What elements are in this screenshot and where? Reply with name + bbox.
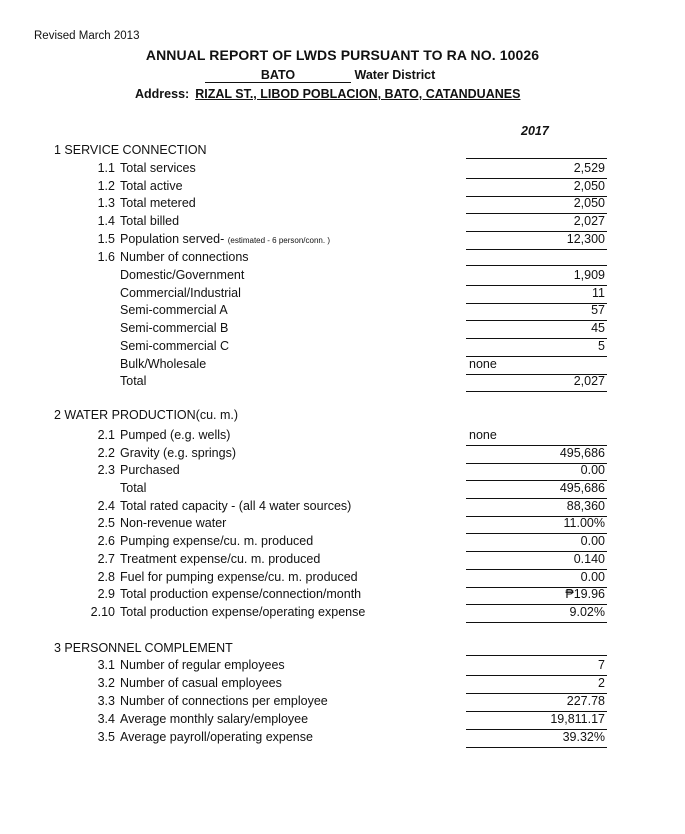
table-row: [0, 286, 685, 304]
row-label: Treatment expense/cu. m. produced: [120, 552, 321, 566]
row-value-cell: [466, 605, 607, 623]
table-row: [0, 339, 685, 357]
row-value-cell: [466, 552, 607, 570]
row-label: [120, 232, 330, 246]
row-value-cell: [466, 321, 607, 339]
address-line: [135, 87, 520, 101]
row-value: 0.00: [580, 570, 605, 584]
row-label: Total: [120, 374, 147, 388]
row-number: 1.5: [97, 232, 115, 246]
row-value: 495,686: [559, 446, 605, 460]
row-label: Pumped (e.g. wells): [120, 428, 231, 442]
row-label: Fuel for pumping expense/cu. m. produced: [120, 570, 358, 584]
row-value-cell: [466, 161, 607, 179]
table-row: [0, 730, 685, 748]
row-value: 9.02%: [569, 605, 605, 619]
row-value: 57: [591, 303, 605, 317]
row-value: 45: [591, 321, 605, 335]
row-number: 2.5: [97, 516, 115, 530]
row-label: Total active: [120, 179, 183, 193]
address-label: Address:: [135, 87, 190, 101]
row-value-cell: [466, 570, 607, 588]
row-value-cell: [466, 658, 607, 676]
row-number: 2.9: [97, 587, 115, 601]
table-row: [0, 570, 685, 588]
table-row: [0, 694, 685, 712]
section-title-personnel-complement: 3 PERSONNEL COMPLEMENT: [54, 641, 233, 655]
row-value: 2,027: [573, 374, 605, 388]
year-column-header: 2017: [521, 124, 549, 138]
report-title: ANNUAL REPORT OF LWDS PURSUANT TO RA NO. 10026: [145, 47, 540, 63]
row-label: Total production expense/operating expense: [120, 605, 366, 619]
row-label: Number of regular employees: [120, 658, 285, 672]
table-row: [0, 179, 685, 197]
row-number: 2.1: [97, 428, 115, 442]
row-value: 495,686: [559, 481, 605, 495]
row-number: 3.4: [97, 712, 115, 726]
row-value: 11: [592, 286, 605, 300]
row-number: 2.8: [97, 570, 115, 584]
row-number: 1.3: [97, 196, 115, 210]
row-value: none: [469, 357, 497, 371]
table-row: [0, 374, 685, 392]
row-value-cell: [466, 446, 607, 464]
row-label: Pumping expense/cu. m. produced: [120, 534, 314, 548]
row-number: 3.5: [97, 730, 115, 744]
row-number: 1.4: [97, 214, 115, 228]
table-row: [0, 534, 685, 552]
row-number: 2.2: [97, 446, 115, 460]
table-row: [0, 161, 685, 179]
row-number: 1.2: [97, 179, 115, 193]
row-value-cell: [466, 587, 607, 605]
row-value: ₱19.96: [565, 587, 605, 601]
row-value-cell: [466, 268, 607, 286]
row-label: Purchased: [120, 463, 180, 477]
row-label-text: Population served-: [120, 232, 225, 246]
row-value-cell: [466, 730, 607, 748]
table-row: [0, 268, 685, 286]
table-row: [0, 712, 685, 730]
row-number: 2.3: [97, 463, 115, 477]
row-value: 0.00: [580, 534, 605, 548]
row-value-cell: [466, 374, 607, 392]
row-label: Number of connections: [120, 250, 249, 264]
row-label: Semi-commercial A: [120, 303, 228, 317]
row-value: 12,300: [566, 232, 605, 246]
row-label: Average payroll/operating expense: [120, 730, 313, 744]
row-value-cell: [466, 357, 607, 375]
row-label: Total rated capacity - (all 4 water sources): [120, 499, 352, 513]
row-label: Total production expense/connection/month: [120, 587, 362, 601]
table-row: [0, 516, 685, 534]
district-suffix: Water District: [354, 68, 436, 82]
row-value-cell: [466, 534, 607, 552]
row-number: 2.10: [90, 605, 115, 619]
row-value: 1,909: [573, 268, 605, 282]
row-value: 227.78: [566, 694, 605, 708]
row-value: 5: [598, 339, 605, 353]
table-row: [0, 196, 685, 214]
table-row: [0, 232, 685, 250]
row-label: Semi-commercial C: [120, 339, 230, 353]
address-value: RIZAL ST., LIBOD POBLACION, BATO, CATANDUANES: [195, 87, 521, 101]
row-value-cell: [466, 179, 607, 197]
table-row: [0, 552, 685, 570]
table-row: [0, 658, 685, 676]
row-label: Total metered: [120, 196, 196, 210]
row-number: 1.6: [97, 250, 115, 264]
table-row: [0, 428, 685, 446]
table-row: [0, 321, 685, 339]
row-number: 1.1: [97, 161, 115, 175]
table-row: [0, 605, 685, 623]
table-row: [0, 587, 685, 605]
row-value-cell: [466, 232, 607, 250]
row-value: 0.140: [573, 552, 605, 566]
row-value-cell: [466, 712, 607, 730]
table-rule: [466, 158, 607, 159]
row-value: 2,027: [573, 214, 605, 228]
row-value-cell: [466, 516, 607, 534]
row-value: 7: [598, 658, 605, 672]
table-row: [0, 676, 685, 694]
row-value: 2,050: [573, 196, 605, 210]
table-row: [0, 214, 685, 232]
row-value: 39.32%: [562, 730, 605, 744]
row-number: 2.4: [97, 499, 115, 513]
row-value-cell: [466, 214, 607, 232]
row-value-cell: [466, 463, 607, 481]
row-label: Bulk/Wholesale: [120, 357, 207, 371]
row-label: Non-revenue water: [120, 516, 227, 530]
table-row: [0, 446, 685, 464]
row-number: 3.1: [97, 658, 115, 672]
row-note: (estimated - 6 person/conn. ): [227, 236, 330, 245]
row-value-cell: [466, 303, 607, 321]
row-label: Semi-commercial B: [120, 321, 229, 335]
section-title-water-production: 2 WATER PRODUCTION(cu. m.): [54, 408, 239, 422]
row-number: 2.7: [97, 552, 115, 566]
row-number: 3.2: [97, 676, 115, 690]
row-value-cell: [466, 499, 607, 517]
row-number: 2.6: [97, 534, 115, 548]
table-row: [0, 303, 685, 321]
row-value: 2: [598, 676, 605, 690]
table-rule: [466, 265, 607, 266]
table-row: [0, 463, 685, 481]
row-label: Gravity (e.g. springs): [120, 446, 237, 460]
row-value-cell: [466, 481, 607, 499]
row-label: Total: [120, 481, 147, 495]
row-value: 19,811.17: [550, 712, 605, 726]
row-value: 0.00: [580, 463, 605, 477]
row-value: 2,050: [573, 179, 605, 193]
row-value: none: [469, 428, 497, 442]
district-name: BATO: [205, 68, 351, 83]
revision-note: Revised March 2013: [34, 30, 140, 42]
row-value: 11.00%: [563, 516, 605, 530]
section-title-service-connection: 1 SERVICE CONNECTION: [54, 143, 207, 157]
row-label: Domestic/Government: [120, 268, 245, 282]
row-label: Total services: [120, 161, 196, 175]
table-row: [0, 499, 685, 517]
row-value-cell: [466, 286, 607, 304]
district-line: [205, 68, 435, 83]
row-label: Total billed: [120, 214, 180, 228]
row-label: Average monthly salary/employee: [120, 712, 309, 726]
row-value-cell: [466, 428, 607, 446]
row-value: 2,529: [573, 161, 605, 175]
row-value-cell: [466, 196, 607, 214]
table-rule: [466, 655, 607, 656]
row-label: Commercial/Industrial: [120, 286, 241, 300]
table-row: [0, 357, 685, 375]
table-row: [0, 481, 685, 499]
row-number: 3.3: [97, 694, 115, 708]
row-label: Number of connections per employee: [120, 694, 328, 708]
row-value-cell: [466, 339, 607, 357]
row-value-cell: [466, 694, 607, 712]
row-value: 88,360: [566, 499, 605, 513]
row-value-cell: [466, 676, 607, 694]
row-label: Number of casual employees: [120, 676, 282, 690]
